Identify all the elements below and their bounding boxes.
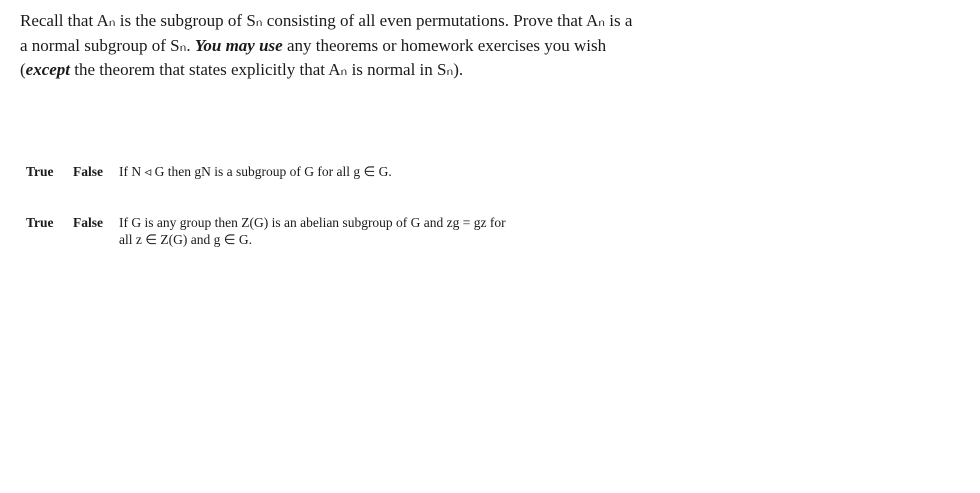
question-statement-line-1: If G is any group then Z(G) is an abelian subgroup of G and zg = gz for [119,215,506,230]
true-option[interactable]: True [26,215,54,230]
problem-statement [20,9,730,83]
problem-line-2-suffix: any theorems or homework exercises you wish [286,35,607,55]
false-option[interactable]: False [73,164,103,179]
problem-line-3-rest: the theorem that states explicitly that Aₙ is normal in Sₙ). [74,60,464,79]
question-statement: If N ◃ G then gN is a subgroup of G for all g ∈ G. [119,164,392,179]
problem-line-3 [20,58,730,83]
question-statement [119,214,506,248]
true-option[interactable]: True [26,164,54,179]
emphasis-you-may-use: You may use [194,35,283,55]
false-option[interactable]: False [73,215,103,230]
problem-line-2-prefix: a normal subgroup of Sₙ. [20,35,191,55]
problem-line-3-open: ( [20,60,26,79]
problem-line-1: Recall that Aₙ is the subgroup of Sₙ consisting of all even permutations. Prove that Aₙ is a [20,11,633,30]
problem-line-2 [20,34,730,59]
question-statement-line-2: all z ∈ Z(G) and g ∈ G. [119,232,252,247]
emphasis-except: except [25,60,71,79]
